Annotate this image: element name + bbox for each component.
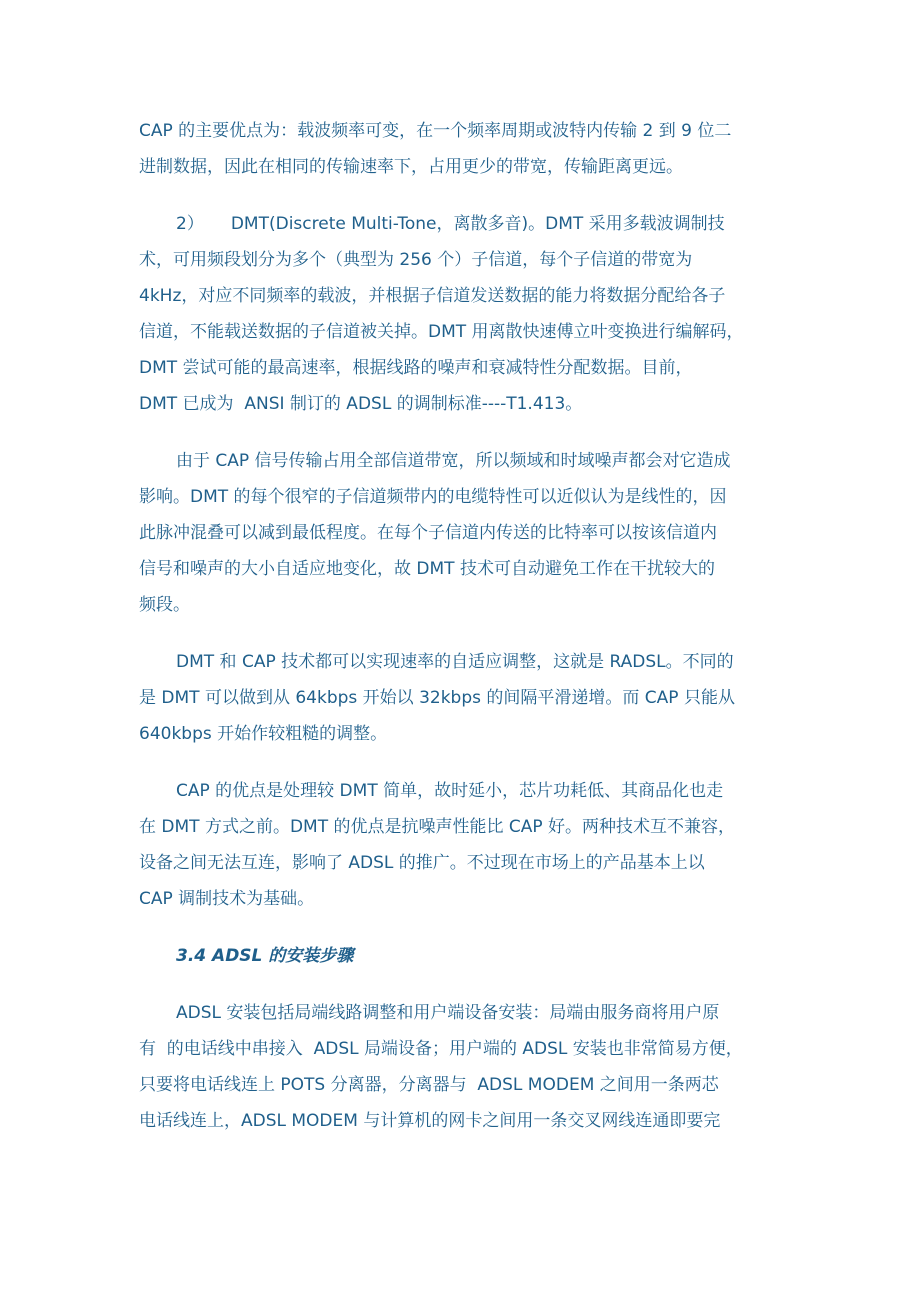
text-line: DMT 已成为 ANSI 制订的 ADSL 的调制标准----T1.413。 — [139, 394, 583, 414]
text-line: 只要将电话线连上 POTS 分离器，分离器与 ADSL MODEM 之间用一条两芯 — [139, 1075, 719, 1095]
section-heading: 3.4 ADSL 的安装步骤 — [176, 946, 354, 966]
text-line: 在 DMT 方式之前。DMT 的优点是抗噪声性能比 CAP 好。两种技术互不兼容， — [139, 817, 736, 837]
paragraph-cap-vs-dmt — [139, 773, 795, 917]
text-line: 2） DMT(Discrete Multi-Tone，离散多音)。DMT 采用多载波调制技 — [176, 214, 725, 234]
paragraph-cap-advantages — [139, 113, 795, 185]
text-line: CAP 的主要优点为：载波频率可变，在一个频率周期或波特内传输 2 到 9 位二 — [139, 121, 732, 141]
text-line: CAP 调制技术为基础。 — [139, 889, 315, 909]
text-line: 由于 CAP 信号传输占用全部信道带宽，所以频域和时域噪声都会对它造成 — [176, 451, 731, 471]
text-line: ADSL 安装包括局端线路调整和用户端设备安装：局端由服务商将用户原 — [176, 1003, 720, 1023]
text-line: 电话线连上，ADSL MODEM 与计算机的网卡之间用一条交叉网线连通即要完 — [139, 1111, 721, 1131]
paragraph-radsl — [139, 644, 795, 752]
text-line: 信号和噪声的大小自适应地变化，故 DMT 技术可自动避免工作在干扰较大的 — [139, 559, 715, 579]
text-line: 是 DMT 可以做到从 64kbps 开始以 32kbps 的间隔平滑递增。而 CAP 只能从 — [139, 688, 735, 708]
text-line: 640kbps 开始作较粗糙的调整。 — [139, 724, 388, 744]
text-line: 设备之间无法互连，影响了 ADSL 的推广。不过现在市场上的产品基本上以 — [139, 853, 705, 873]
text-line: 影响。DMT 的每个很窄的子信道频带内的电缆特性可以近似认为是线性的，因 — [139, 487, 727, 507]
text-line: 频段。 — [139, 595, 190, 615]
text-line: CAP 的优点是处理较 DMT 简单，故时延小，芯片功耗低、其商品化也走 — [176, 781, 724, 801]
text-line: 有 的电话线中串接入 ADSL 局端设备；用户端的 ADSL 安装也非常简易方便， — [139, 1039, 743, 1059]
text-line: DMT 和 CAP 技术都可以实现速率的自适应调整，这就是 RADSL。不同的 — [176, 652, 734, 672]
document-body — [139, 113, 795, 1160]
text-line: 信道，不能载送数据的子信道被关掉。DMT 用离散快速傅立叶变换进行编解码， — [139, 322, 744, 342]
text-line: 此脉冲混叠可以减到最低程度。在每个子信道内传送的比特率可以按该信道内 — [139, 523, 717, 543]
paragraph-dmt-definition — [139, 206, 795, 422]
text-line: 进制数据，因此在相同的传输速率下，占用更少的带宽，传输距离更远。 — [139, 157, 683, 177]
text-line: 4kHz，对应不同频率的载波，并根据子信道发送数据的能力将数据分配给各子 — [139, 286, 726, 306]
paragraph-installation — [139, 995, 795, 1139]
paragraph-noise-comparison — [139, 443, 795, 623]
text-line: DMT 尝试可能的最高速率，根据线路的噪声和衰减特性分配数据。目前， — [139, 358, 693, 378]
text-line: 术，可用频段划分为多个（典型为 256 个）子信道，每个子信道的带宽为 — [139, 250, 693, 270]
